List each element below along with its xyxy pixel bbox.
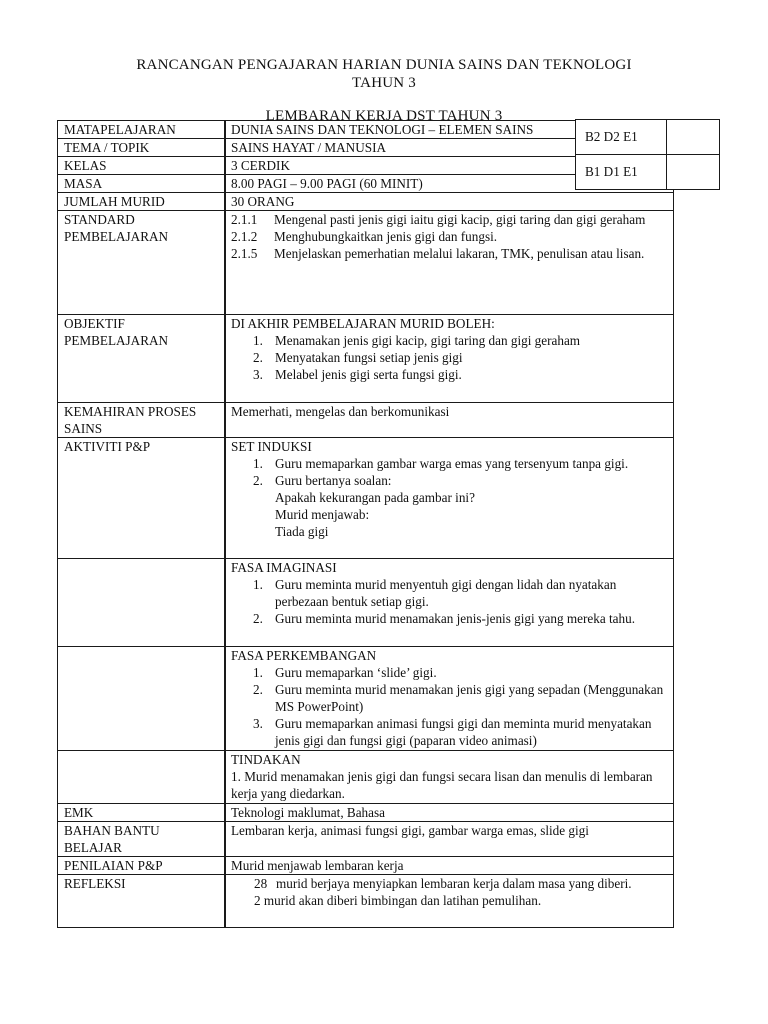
row-jumlah-murid	[58, 193, 674, 211]
value-objektif	[225, 315, 674, 403]
value-tindakan	[225, 751, 674, 804]
side-code-box-1	[667, 120, 720, 155]
standard-text: Menghubungkaitkan jenis gigi dan fungsi.	[274, 229, 498, 244]
imaginasi-num: 1.	[253, 577, 263, 592]
set-induksi-heading: SET INDUKSI	[231, 439, 312, 454]
standard-text: Menjelaskan pemerhatian melalui lakaran, TMK, penulisan atau lisan.	[274, 246, 645, 261]
value-jumlah-murid: 30 ORANG	[225, 193, 674, 211]
label-blank	[58, 647, 226, 751]
value-fasa-perkembangan	[225, 647, 674, 751]
value-tema: SAINS HAYAT / MANUSIA	[225, 139, 674, 157]
value-kemahiran: Memerhati, mengelas dan berkomunikasi	[225, 403, 674, 438]
label-standard	[58, 211, 226, 315]
perkembangan-item	[231, 681, 668, 715]
perkembangan-num: 1.	[253, 665, 263, 680]
label-bahan-line1: BAHAN BANTU	[64, 823, 160, 838]
label-penilaian: PENILAIAN P&P	[58, 857, 226, 875]
row-bahan	[58, 822, 674, 857]
row-penilaian	[58, 857, 674, 875]
set-induksi-text: Guru bertanya soalan:	[275, 473, 392, 488]
set-induksi-item	[231, 472, 668, 489]
value-bahan: Lembaran kerja, animasi fungsi gigi, gambar warga emas, slide gigi	[225, 822, 674, 857]
standard-item	[231, 245, 668, 262]
perkembangan-text: Guru meminta murid menamakan jenis gigi yang sepadan (Menggunakan MS PowerPoint)	[275, 682, 664, 714]
objektif-item	[231, 332, 668, 349]
label-masa: MASA	[58, 175, 226, 193]
side-code-box-2	[667, 155, 720, 190]
objektif-num: 2.	[253, 350, 263, 365]
label-blank	[58, 751, 226, 804]
standard-text: Mengenal pasti jenis gigi iaitu gigi kacip, gigi taring dan gigi geraham	[274, 212, 646, 227]
document-title: RANCANGAN PENGAJARAN HARIAN DUNIA SAINS DAN TEKNOLOGI	[136, 57, 632, 73]
imaginasi-item	[231, 610, 668, 627]
objektif-item	[231, 366, 668, 383]
refleksi-count: 28	[254, 876, 268, 891]
objektif-text: Menamakan jenis gigi kacip, gigi taring dan gigi geraham	[275, 333, 581, 348]
label-jumlah-murid: JUMLAH MURID	[58, 193, 226, 211]
standard-item	[231, 228, 668, 245]
imaginasi-text: Guru meminta murid menamakan jenis-jenis gigi yang mereka tahu.	[275, 611, 635, 626]
label-objektif	[58, 315, 226, 403]
label-objektif-line2: PEMBELAJARAN	[64, 333, 169, 348]
document-subtitle-year: TAHUN 3	[352, 75, 416, 91]
row-standard	[58, 211, 674, 315]
value-matapelajaran: DUNIA SAINS DAN TEKNOLOGI – ELEMEN SAINS	[225, 121, 674, 139]
set-induksi-answer: Tiada gigi	[275, 524, 329, 539]
refleksi-line1	[231, 875, 668, 892]
set-induksi-question: Apakah kekurangan pada gambar ini?	[275, 490, 475, 505]
row-refleksi	[58, 875, 674, 928]
value-refleksi	[225, 875, 674, 928]
lesson-plan-table	[57, 120, 674, 928]
label-bahan-line2: BELAJAR	[64, 840, 122, 855]
label-blank	[58, 559, 226, 647]
imaginasi-item	[231, 576, 668, 610]
row-fasa-perkembangan	[58, 647, 674, 751]
imaginasi-heading: FASA IMAGINASI	[231, 560, 337, 575]
standard-code: 2.1.2	[231, 229, 258, 244]
refleksi-text1: murid berjaya menyiapkan lembaran kerja dalam masa yang diberi.	[276, 876, 632, 891]
label-standard-line2: PEMBELAJARAN	[64, 229, 169, 244]
row-fasa-imaginasi	[58, 559, 674, 647]
objektif-num: 3.	[253, 367, 263, 382]
standard-code: 2.1.1	[231, 212, 258, 227]
label-kemahiran-line2: SAINS	[64, 421, 103, 436]
label-kelas: KELAS	[58, 157, 226, 175]
perkembangan-heading: FASA PERKEMBANGAN	[231, 648, 377, 663]
tindakan-heading: TINDAKAN	[231, 752, 301, 767]
label-matapelajaran: MATAPELAJARAN	[58, 121, 226, 139]
imaginasi-text: Guru meminta murid menyentuh gigi dengan lidah dan nyatakan perbezaan bentuk setiap gigi.	[275, 577, 617, 609]
objektif-num: 1.	[253, 333, 263, 348]
label-aktiviti: AKTIVITI P&P	[58, 438, 226, 559]
objektif-text: Menyatakan fungsi setiap jenis gigi	[275, 350, 463, 365]
perkembangan-num: 2.	[253, 682, 263, 697]
label-kemahiran-line1: KEMAHIRAN PROSES	[64, 404, 197, 419]
value-masa: 8.00 PAGI – 9.00 PAGI (60 MINIT)	[225, 175, 674, 193]
row-kemahiran	[58, 403, 674, 438]
row-objektif	[58, 315, 674, 403]
document-subtitle-worksheet: LEMBARAN KERJA DST TAHUN 3	[265, 108, 503, 124]
side-code-2: B1 D1 E1	[576, 155, 667, 190]
label-standard-line1: STANDARD	[64, 212, 135, 227]
objektif-item	[231, 349, 668, 366]
row-emk	[58, 804, 674, 822]
label-tema: TEMA / TOPIK	[58, 139, 226, 157]
standard-item	[231, 211, 668, 228]
side-code-1: B2 D2 E1	[576, 120, 667, 155]
set-induksi-item	[231, 455, 668, 472]
set-induksi-num: 2.	[253, 473, 263, 488]
side-code-table	[575, 119, 720, 190]
perkembangan-text: Guru memaparkan animasi fungsi gigi dan meminta murid menyatakan jenis gigi dan fungsi gigi (paparan video animasi)	[275, 716, 652, 748]
label-emk: EMK	[58, 804, 226, 822]
perkembangan-item	[231, 715, 668, 749]
perkembangan-item	[231, 664, 668, 681]
label-kemahiran	[58, 403, 226, 438]
label-bahan	[58, 822, 226, 857]
perkembangan-num: 3.	[253, 716, 263, 731]
standard-code: 2.1.5	[231, 246, 258, 261]
value-fasa-imaginasi	[225, 559, 674, 647]
row-aktiviti-set-induksi	[58, 438, 674, 559]
tindakan-text: 1. Murid menamakan jenis gigi dan fungsi secara lisan dan menulis di lembaran kerja yang diedarkan.	[231, 769, 653, 801]
value-kelas: 3 CERDIK	[225, 157, 674, 175]
value-emk: Teknologi maklumat, Bahasa	[225, 804, 674, 822]
value-penilaian: Murid menjawab lembaran kerja	[225, 857, 674, 875]
objektif-intro: DI AKHIR PEMBELAJARAN MURID BOLEH:	[231, 316, 495, 331]
set-induksi-num: 1.	[253, 456, 263, 471]
set-induksi-answer-label: Murid menjawab:	[275, 507, 370, 522]
objektif-text: Melabel jenis gigi serta fungsi gigi.	[275, 367, 462, 382]
row-tindakan	[58, 751, 674, 804]
set-induksi-text: Guru memaparkan gambar warga emas yang tersenyum tanpa gigi.	[275, 456, 629, 471]
label-refleksi: REFLEKSI	[58, 875, 226, 928]
value-standard	[225, 211, 674, 315]
refleksi-line2: 2 murid akan diberi bimbingan dan latihan pemulihan.	[254, 893, 542, 908]
perkembangan-text: Guru memaparkan ‘slide’ gigi.	[275, 665, 437, 680]
imaginasi-num: 2.	[253, 611, 263, 626]
label-objektif-line1: OBJEKTIF	[64, 316, 125, 331]
value-set-induksi	[225, 438, 674, 559]
